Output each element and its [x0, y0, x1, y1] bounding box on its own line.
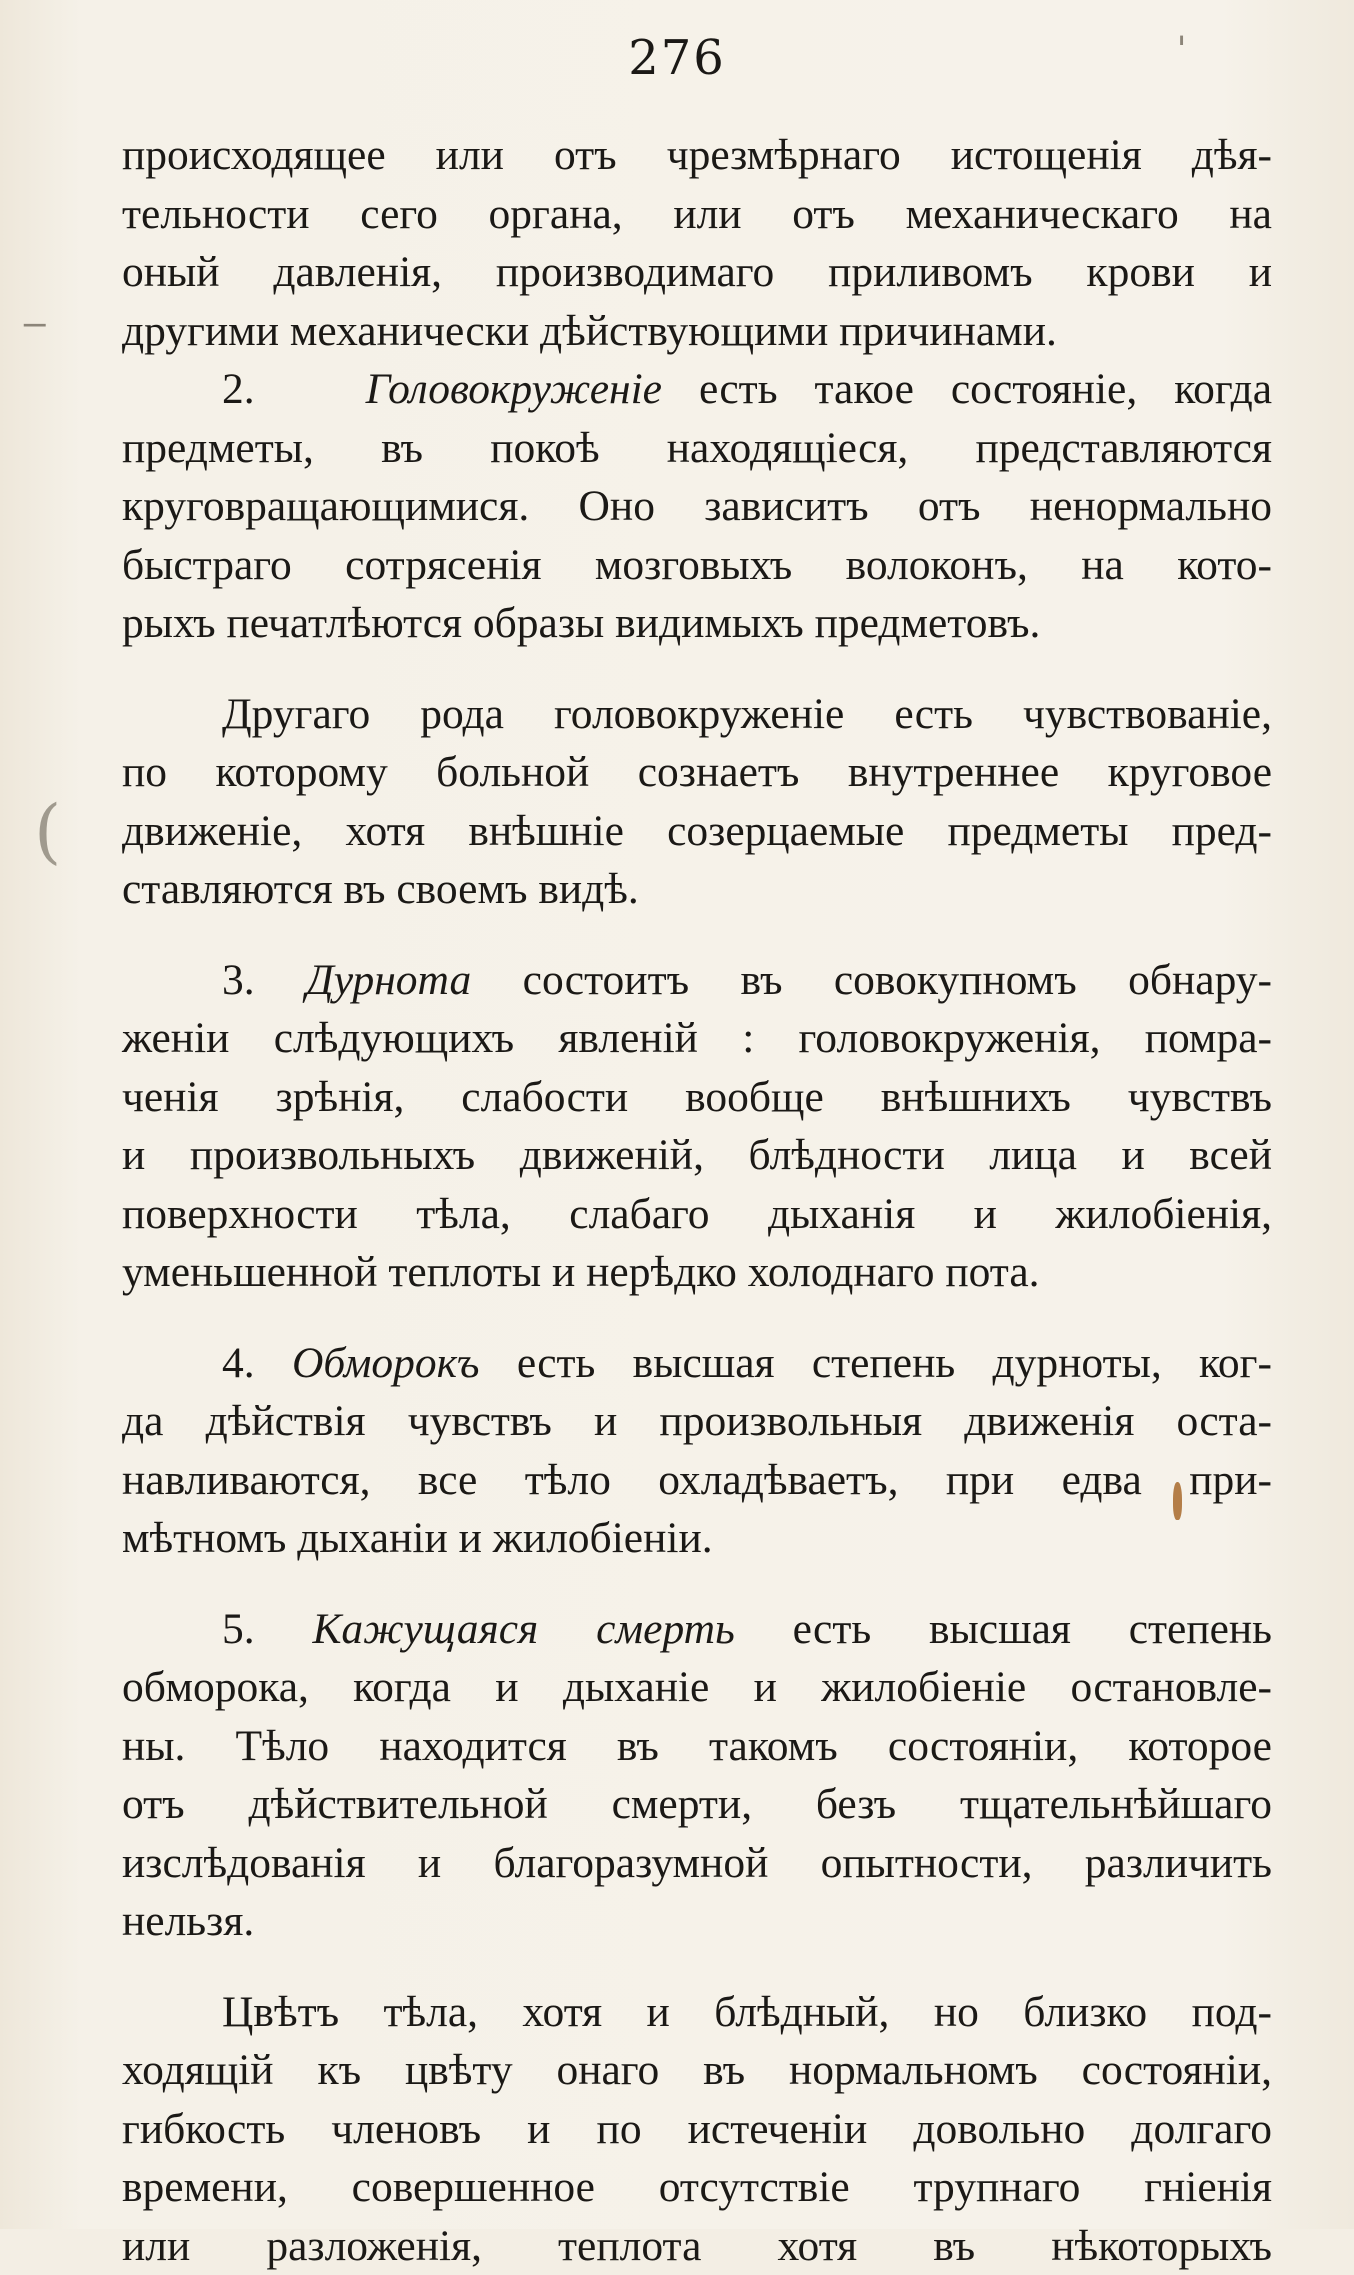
text-line: уменьшенной теплоты и нерѣдко холоднаго пота. [122, 1243, 1272, 1302]
text-line [122, 1334, 1272, 1393]
text-line: гибкость членовъ и по истеченіи довольно долгаго [122, 2100, 1272, 2159]
text-line: оный давленія, производимаго приливомъ крови и [122, 243, 1272, 302]
margin-tick-mark: ˈ [1176, 30, 1187, 76]
text-run: есть такое состояніе, когда [699, 365, 1272, 413]
text-line: обморока, когда и дыханіе и жилобіеніе остановле- [122, 1658, 1272, 1717]
text-line: предметы, въ покоѣ находящіеся, представляются [122, 419, 1272, 478]
text-line: отъ дѣйствительной смерти, безъ тщательнѣйшаго [122, 1775, 1272, 1834]
text-line: мѣтномъ дыханіи и жилобіеніи. [122, 1509, 1272, 1568]
paragraph-body-color [122, 1983, 1272, 2275]
text-line: поверхности тѣла, слабаго дыханія и жилобіенія, [122, 1185, 1272, 1244]
text-line: навливаются, все тѣло охладѣваетъ, при едва при- [122, 1451, 1272, 1510]
defined-term: Обморокъ [292, 1339, 480, 1387]
text-line: да дѣйствія чувствъ и произвольныя движенія оста- [122, 1392, 1272, 1451]
text-line: тельности сего органа, или отъ механическаго на [122, 185, 1272, 244]
defined-term: Головокруженіе [366, 365, 662, 413]
text-line: ны. Тѣло находится въ такомъ состояніи, которое [122, 1717, 1272, 1776]
text-line: ченія зрѣнія, слабости вообще внѣшнихъ чувствъ [122, 1068, 1272, 1127]
text-run: есть высшая степень дурноты, ког- [517, 1339, 1272, 1387]
text-line: по которому больной сознаетъ внутреннее круговое [122, 743, 1272, 802]
text-line [122, 360, 1272, 419]
text-line: ставляются въ своемъ видѣ. [122, 860, 1272, 919]
text-line: движеніе, хотя внѣшніе созерцаемые предметы пред- [122, 802, 1272, 861]
text-line: Другаго рода головокруженіе есть чувствованіе, [122, 685, 1272, 744]
text-line: Цвѣтъ тѣла, хотя и блѣдный, но близко под- [122, 1983, 1272, 2042]
margin-bracket-mark: ( [34, 790, 61, 872]
text-line [122, 1600, 1272, 1659]
text-line: быстраго сотрясенія мозговыхъ волоконъ, на кото- [122, 536, 1272, 595]
text-line: происходящее или отъ чрезмѣрнаго истощенія дѣя- [122, 126, 1272, 185]
text-line: или разложенія, теплота хотя въ нѣкоторыхъ [122, 2217, 1272, 2275]
text-line: изслѣдованія и благоразумной опытности, различить [122, 1834, 1272, 1893]
item-number: 3. [222, 956, 255, 1004]
paragraph-swoon [122, 1334, 1272, 1568]
text-line [122, 951, 1272, 1010]
item-number: 4. [222, 1339, 255, 1387]
paragraph-continuation [122, 126, 1272, 360]
paragraph-apparent-death [122, 1600, 1272, 1951]
page-number: 276 [0, 30, 1354, 86]
paragraph-dizziness [122, 360, 1272, 653]
paragraph-faintness [122, 951, 1272, 1302]
text-line: другими механически дѣйствующими причинами. [122, 302, 1272, 361]
text-line: рыхъ печатлѣются образы видимыхъ предметовъ. [122, 594, 1272, 653]
item-number: 2. [222, 365, 255, 413]
paragraph-other-dizziness [122, 685, 1272, 919]
text-run: состоитъ въ совокупномъ обнару- [523, 956, 1272, 1004]
text-line: женіи слѣдующихъ явленій : головокруженія, помра- [122, 1009, 1272, 1068]
text-line: ходящій къ цвѣту онаго въ нормальномъ состояніи, [122, 2041, 1272, 2100]
text-line: времени, совершенное отсутствіе трупнаго гніенія [122, 2158, 1272, 2217]
text-line: круговращающимися. Оно зависитъ отъ ненормально [122, 477, 1272, 536]
text-line: и произвольныхъ движеній, блѣдности лица и всей [122, 1126, 1272, 1185]
margin-dash-mark: ‒ [22, 300, 47, 346]
defined-term: Кажущаяся смерть [312, 1605, 734, 1653]
text-line: нельзя. [122, 1892, 1272, 1951]
item-number: 5. [222, 1605, 255, 1653]
text-run: есть высшая степень [793, 1605, 1272, 1653]
defined-term: Дурнота [306, 956, 471, 1004]
body-text [122, 126, 1272, 2275]
